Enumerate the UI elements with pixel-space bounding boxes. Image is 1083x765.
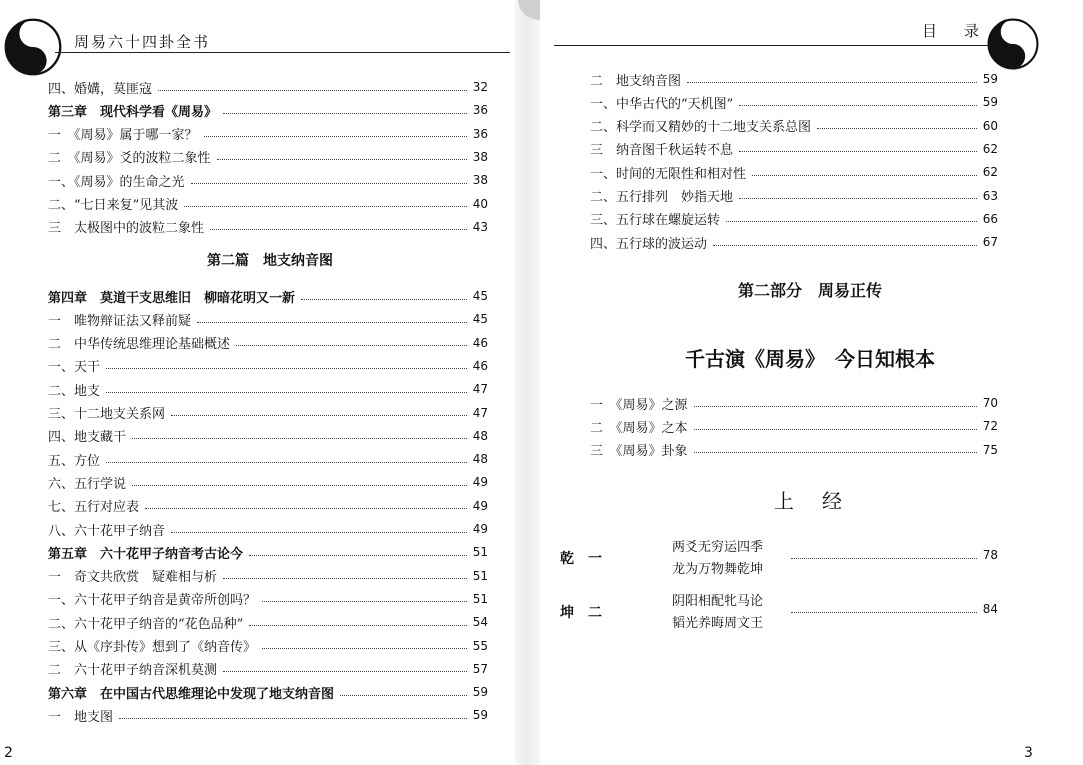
toc-entry <box>590 231 998 253</box>
toc-entry-title: 一 地支图 <box>48 709 114 725</box>
toc-entry-title: 七、五行对应表 <box>48 500 140 516</box>
toc-page-number: 57 <box>472 661 488 676</box>
toc-page-number: 46 <box>472 335 488 350</box>
toc-page-number: 47 <box>472 382 488 397</box>
dot-leader <box>249 555 467 556</box>
toc-page-number: 36 <box>472 126 488 141</box>
dot-leader <box>171 532 467 533</box>
toc-page-number: 51 <box>472 568 488 583</box>
dot-leader <box>726 221 977 222</box>
toc-entry <box>48 565 488 587</box>
dot-leader <box>791 612 977 613</box>
toc-page-number: 38 <box>472 173 488 188</box>
toc-entry-title: 三 纳音图千秋运转不息 <box>590 143 734 159</box>
hexagram-verse-line: 两爻无穷运四季 <box>672 540 764 555</box>
running-title: 周易六十四卦全书 <box>74 33 211 51</box>
toc-entry-title: 二 六十花甲子纳音深机莫测 <box>48 663 218 679</box>
toc-entry-title: 一 《周易》属于哪一家？ <box>48 128 198 144</box>
toc-entry <box>590 161 998 183</box>
dot-leader <box>184 206 466 207</box>
toc-entry-title: 一、六十花甲子纳音是黄帝所创吗？ <box>48 593 257 609</box>
toc-entry-title: 三 《周易》卦象 <box>590 444 688 460</box>
hexagram-name: 乾 一 <box>560 551 602 567</box>
toc-entry <box>590 185 998 207</box>
toc-entry <box>48 123 488 145</box>
toc-entry-title: 二 《周易》之本 <box>590 420 688 436</box>
toc-entry-title: 五、方位 <box>48 453 101 469</box>
dot-leader <box>262 648 467 649</box>
toc-entry <box>590 208 998 230</box>
dot-leader <box>262 601 467 602</box>
toc-page-number: 55 <box>472 638 488 653</box>
toc-entry <box>48 146 488 168</box>
dot-leader <box>217 159 467 160</box>
hexagram-verse-line: 龙为万物舞乾坤 <box>672 562 764 577</box>
dot-leader <box>817 128 977 129</box>
dot-leader <box>119 718 467 719</box>
toc-page-number: 54 <box>472 615 488 630</box>
toc-entry-title: 二 地支纳音图 <box>590 73 682 89</box>
dot-leader <box>752 175 977 176</box>
toc-entry <box>48 448 488 470</box>
dot-leader <box>694 452 977 453</box>
toc-entry-title: 第三章 现代科学看《周易》 <box>48 104 218 120</box>
left-page <box>0 0 515 765</box>
header-rule <box>55 52 510 53</box>
toc-entry <box>48 193 488 215</box>
toc-page-number: 78 <box>982 548 998 562</box>
toc-entry <box>48 355 488 377</box>
toc-entry-title: 三、五行球在螺旋运转 <box>590 213 721 229</box>
toc-entry-title: 三、从《序卦传》想到了《纳音传》 <box>48 640 257 655</box>
dot-leader <box>145 508 467 509</box>
toc-page-number: 45 <box>472 289 488 303</box>
toc-entry <box>48 216 488 238</box>
dot-leader <box>223 671 467 672</box>
toc-page-number: 51 <box>472 545 488 560</box>
dot-leader <box>106 368 467 369</box>
dot-leader <box>694 429 977 430</box>
right-page <box>540 0 1083 765</box>
toc-entry-title: 四、五行球的波运动 <box>590 236 708 252</box>
toc-page-number: 66 <box>982 211 998 226</box>
toc-entry-title: 第四章 莫道干支思维旧 柳暗花明又一新 <box>48 290 296 306</box>
toc-chapter-entry <box>48 541 488 563</box>
book-gutter <box>515 0 540 765</box>
page-number: 2 <box>4 745 13 761</box>
toc-entry <box>590 392 998 414</box>
dot-leader <box>223 113 467 114</box>
toc-entry-title: 二、五行排列 妙指天地 <box>590 190 734 205</box>
dot-leader <box>340 695 467 696</box>
toc-entry <box>590 68 998 90</box>
toc-entry <box>48 495 488 517</box>
hexagram-leader-row <box>785 598 998 620</box>
toc-page-number: 59 <box>982 95 998 110</box>
toc-entry <box>590 415 998 437</box>
toc-page-number: 63 <box>982 188 998 203</box>
toc-page-number: 47 <box>472 405 488 420</box>
toc-page-number: 43 <box>472 219 488 234</box>
toc-entry-title: 一 《周易》之源 <box>590 397 688 413</box>
dot-leader <box>132 438 467 439</box>
toc-page-number: 51 <box>472 591 488 606</box>
toc-entry-title: 一、天干 <box>48 360 101 376</box>
toc-page-number: 36 <box>472 103 488 118</box>
toc-page-number: 62 <box>982 141 998 156</box>
toc-page-number: 59 <box>982 72 998 86</box>
toc-entry <box>48 169 488 191</box>
dot-leader <box>739 105 976 106</box>
taiji-icon <box>987 18 1039 70</box>
toc-chapter-entry <box>48 285 488 307</box>
toc-page-number: 49 <box>472 522 488 536</box>
toc-entry-title: 一 唯物辩证法又释前疑 <box>48 313 192 329</box>
dot-leader <box>694 406 977 407</box>
toc-entry-title: 第五章 六十花甲子纳音考古论今 <box>48 546 244 562</box>
toc-entry-title: 八、六十花甲子纳音 <box>48 523 166 539</box>
toc-entry-title: 一、中华古代的“天机图” <box>590 96 734 112</box>
toc-entry <box>48 518 488 540</box>
toc-entry <box>590 91 998 113</box>
toc-entry-title: 第六章 在中国古代思维理论中发现了地支纳音图 <box>48 686 335 702</box>
toc-entry-title: 二 《周易》爻的波粒二象性 <box>48 151 211 167</box>
dot-leader <box>106 462 467 463</box>
part-heading: 第二部分 周易正传 <box>737 281 882 300</box>
toc-page-number: 45 <box>472 312 488 327</box>
toc-entry <box>48 471 488 493</box>
toc-page-number: 60 <box>982 118 998 133</box>
running-title: 目 录 <box>922 22 986 40</box>
toc-entry-title: 三、十二地支关系网 <box>48 407 166 422</box>
dot-leader <box>687 82 977 83</box>
toc-entry-title: 二 中华传统思维理论基础概述 <box>48 337 231 353</box>
toc-entry <box>590 138 998 160</box>
toc-page-number: 67 <box>982 235 998 250</box>
dot-leader <box>301 299 467 300</box>
header-rule <box>554 45 1014 46</box>
toc-entry-title: 二、科学而又精妙的十二地支关系总图 <box>590 120 812 136</box>
toc-entry-title: 一 奇文共欣赏 疑难相与析 <box>48 570 218 586</box>
dot-leader <box>713 245 977 246</box>
toc-page-number: 62 <box>982 165 998 180</box>
toc-entry <box>590 115 998 137</box>
toc-entry-title: 四、婚媾，莫匪寇 <box>48 81 153 97</box>
toc-entry-title: 一、时间的无限性和相对性 <box>590 166 747 182</box>
hexagram-verse-line: 阴阳相配牝马论 <box>672 594 764 609</box>
dot-leader <box>249 625 466 626</box>
toc-page-number: 38 <box>472 149 488 164</box>
toc-page-number: 46 <box>472 358 488 373</box>
toc-entry-title: 二、“七日来复”见其波 <box>48 198 179 213</box>
toc-entry <box>48 308 488 330</box>
toc-entry <box>48 704 488 726</box>
toc-entry-title: 二、地支 <box>48 383 101 399</box>
toc-entry-title: 四、地支藏干 <box>48 430 127 446</box>
dot-leader <box>210 229 467 230</box>
dot-leader <box>236 345 467 346</box>
hexagram-verse-line: 韬光养晦周文王 <box>672 616 764 631</box>
toc-entry-title: 六、五行学说 <box>48 476 127 492</box>
taiji-icon <box>4 18 62 76</box>
toc-page-number: 49 <box>472 475 488 490</box>
toc-entry <box>48 402 488 424</box>
toc-chapter-entry <box>48 99 488 121</box>
toc-entry <box>48 332 488 354</box>
toc-page-number: 70 <box>982 396 998 410</box>
part-heading: 第二篇 地支纳音图 <box>207 253 333 269</box>
toc-page-number: 75 <box>982 442 998 457</box>
dot-leader <box>791 558 977 559</box>
page-number: 3 <box>1024 745 1033 761</box>
dot-leader <box>106 392 467 393</box>
toc-entry-title: 一、《周易》的生命之光 <box>48 174 185 190</box>
toc-entry-title: 二、六十花甲子纳音的“花色品种” <box>48 616 244 632</box>
hexagram-leader-row <box>785 544 998 566</box>
toc-page-number: 48 <box>472 428 488 443</box>
toc-page-number: 72 <box>982 419 998 434</box>
dot-leader <box>158 90 467 91</box>
toc-entry <box>48 378 488 400</box>
hexagram-name: 坤 二 <box>560 605 602 621</box>
toc-entry-title: 三 太极图中的波粒二象性 <box>48 221 205 237</box>
dot-leader <box>171 415 467 416</box>
toc-page-number: 84 <box>982 602 998 616</box>
toc-entry <box>48 658 488 680</box>
dot-leader <box>739 198 977 199</box>
toc-page-number: 32 <box>472 80 488 94</box>
main-heading: 千古演《周易》 今日知根本 <box>685 347 935 371</box>
toc-page-number: 40 <box>472 196 488 211</box>
dot-leader <box>191 183 467 184</box>
toc-entry <box>48 76 488 98</box>
toc-chapter-entry <box>48 681 488 703</box>
toc-entry <box>48 635 488 657</box>
toc-entry <box>48 425 488 447</box>
toc-page-number: 59 <box>472 708 488 723</box>
toc-page-number: 49 <box>472 498 488 513</box>
dot-leader <box>197 322 467 323</box>
dot-leader <box>739 151 977 152</box>
toc-entry <box>48 588 488 610</box>
section-heading: 上 经 <box>774 489 846 513</box>
toc-page-number: 48 <box>472 452 488 467</box>
dot-leader <box>223 578 467 579</box>
dot-leader <box>132 485 467 486</box>
toc-entry <box>590 439 998 461</box>
toc-entry <box>48 611 488 633</box>
dot-leader <box>204 136 467 137</box>
toc-page-number: 59 <box>472 685 488 700</box>
